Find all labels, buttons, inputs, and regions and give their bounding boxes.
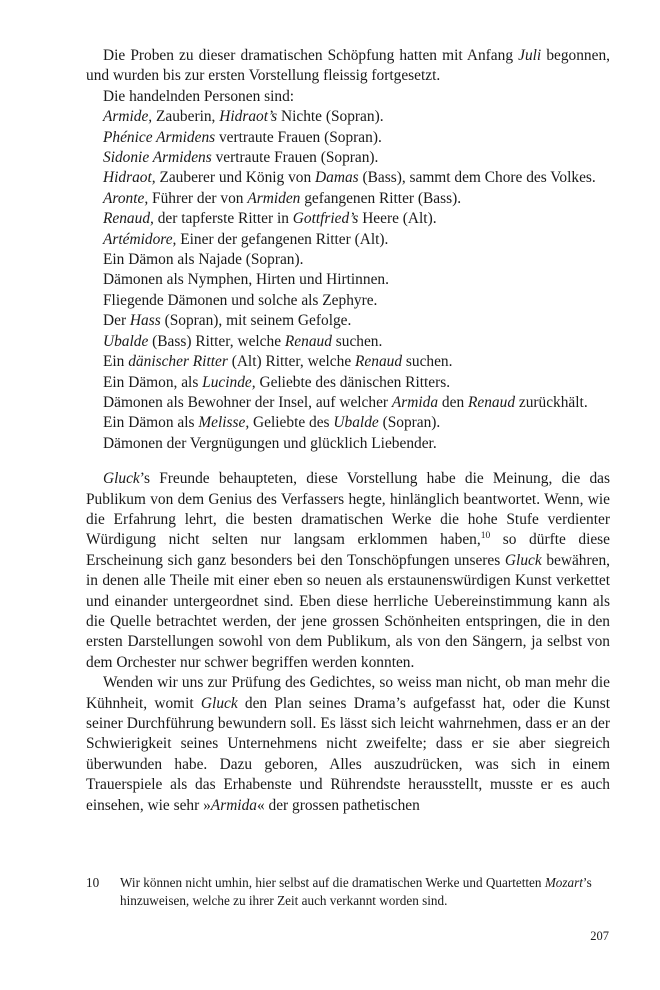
- footnote-text: [120, 874, 610, 910]
- text-run: vertraute Frauen (Sopran).: [215, 128, 382, 146]
- cast-list: [86, 107, 610, 454]
- cast-entry: [86, 128, 610, 148]
- italic-text: Ubalde: [103, 332, 149, 350]
- text-run: den: [438, 393, 468, 411]
- italic-text: Armiden: [247, 189, 301, 207]
- text-run: Die Proben zu dieser dramatischen Schöpfung hatten mit Anfang: [103, 47, 519, 64]
- footnote-ref: 10: [480, 531, 491, 542]
- cast-entry: [86, 332, 610, 352]
- italic-text: Mozart: [544, 875, 583, 890]
- italic-text: Aronte,: [103, 189, 149, 207]
- body-paragraph-1: [86, 469, 610, 673]
- text-run: Ein Dämon als: [103, 414, 199, 432]
- cast-entry: [86, 352, 610, 372]
- page-number: 207: [590, 929, 609, 943]
- footnote-number: 10: [86, 875, 100, 890]
- text-run: Zauberin,: [152, 108, 220, 126]
- text-run: gefangenen Ritter (Bass).: [300, 189, 462, 207]
- italic-text: Armida: [391, 393, 439, 411]
- italic-text: Renaud: [284, 332, 332, 350]
- italic-text: Melisse,: [198, 414, 250, 432]
- text-run: vertraute Frauen (Sopran).: [211, 149, 379, 167]
- text-run: Dämonen der Vergnügungen und glücklich Liebender.: [103, 434, 437, 452]
- cast-entry: [86, 270, 610, 290]
- text-run: (Sopran), mit seinem Gefolge.: [160, 312, 352, 330]
- cast-entry: [86, 209, 610, 229]
- footnote: [86, 874, 610, 910]
- text-run: zurückhält.: [515, 393, 588, 411]
- cast-entry: [86, 291, 610, 311]
- italic-text: Hidraot,: [103, 169, 156, 187]
- italic-text: Lucinde,: [202, 373, 256, 391]
- text-run: der tapferste Ritter in: [153, 210, 293, 228]
- italic-text: Gluck: [103, 470, 140, 488]
- text-run: bewähren, in denen alle Theile mit einer eben so neuen als erstaunenswürdigen Kunst verkettet und einander untergeordnet sind. Eben diese herrliche Uebereinstimmung kann als die Quelle betrachtet werden, der jene grossen Schönheiten entspringen, die in den ersten Darstellungen sowohl von dem Publikum, als von den Sängern, ja selbst von dem Orchester nur schwer begriffen werden konnten.: [86, 551, 611, 671]
- cast-entry: [86, 107, 610, 127]
- italic-text: Gottfried’s: [292, 210, 359, 228]
- text-run: Geliebte des: [249, 414, 334, 432]
- italic-text: Hidraot’s: [219, 108, 278, 126]
- text-run: so dürfte diese Erscheinung sich ganz besonders bei den Tonschöpfungen unseres: [86, 531, 610, 569]
- cast-entry: [86, 311, 610, 331]
- text-run: (Bass), sammt dem Chore des Volkes.: [358, 169, 596, 187]
- italic-text: Gluck: [200, 694, 238, 712]
- text-run: (Bass) Ritter, welche: [148, 332, 285, 350]
- text-run: Wir können nicht umhin, hier selbst auf die dramatischen Werke und Quartetten: [120, 875, 545, 890]
- text-run: Führer der von: [148, 189, 248, 207]
- italic-text: Renaud,: [103, 210, 154, 228]
- italic-text: Sidonie Armidens: [103, 149, 212, 167]
- text-run: suchen.: [331, 332, 383, 350]
- text-run: Dämonen als Bewohner der Insel, auf welcher: [103, 393, 392, 411]
- text-run: « der grossen pathetischen: [256, 796, 420, 814]
- text-run: ’s Freunde behaupteten, diese Vorstellung habe die Meinung, die das Publikum von dem Genius des Verfassers hegte, hinlänglich beantwortet. Wenn, wie die Erfahrung lehrt, die besten dramatischen Werke die hohe Stufe verdienter Würdigung nicht selten nur langsam erklommen haben,: [86, 470, 610, 549]
- text-run: ’s hinzuweisen, welche zu ihrer Zeit auch verkannt worden sind.: [120, 875, 592, 908]
- section-gap: [86, 454, 610, 469]
- cast-entry: [86, 434, 610, 454]
- cast-entry: [86, 393, 610, 413]
- text-run: Wenden wir uns zur Prüfung des Gedichtes, so weiss man nicht, ob man mehr die Kühnheit, womit: [86, 674, 610, 712]
- intro-paragraph: [86, 46, 610, 87]
- italic-text: Armida: [210, 796, 257, 814]
- text-run: Geliebte des dänischen Ritters.: [255, 373, 451, 391]
- text-run: (Sopran).: [378, 414, 441, 432]
- body-paragraph-2: [86, 673, 610, 816]
- italic-text: Juli: [518, 47, 542, 64]
- italic-text: Ubalde: [333, 414, 379, 432]
- cast-heading: Die handelnden Personen sind:: [103, 87, 295, 105]
- italic-text: Phénice Armidens: [103, 128, 216, 146]
- italic-text: Hass: [129, 312, 161, 330]
- italic-text: Damas: [315, 169, 359, 187]
- text-run: Fliegende Dämonen und solche als Zephyre.: [103, 291, 378, 309]
- text-run: begonnen, und wurden bis zur ersten Vorstellung fleissig fortgesetzt.: [86, 47, 610, 85]
- italic-text: dänischer Ritter: [128, 353, 228, 371]
- cast-entry: [86, 168, 610, 188]
- text-run: Ein Dämon, als: [103, 373, 203, 391]
- cast-entry: [86, 373, 610, 393]
- italic-text: Gluck: [504, 551, 542, 569]
- cast-entry: [86, 148, 610, 168]
- text-run: Heere (Alt).: [358, 210, 437, 228]
- text-run: Zauberer und König von: [155, 169, 316, 187]
- text-run: Der: [103, 312, 130, 330]
- italic-text: Armide,: [103, 108, 153, 126]
- cast-entry: [86, 413, 610, 433]
- italic-text: Renaud: [355, 353, 403, 371]
- italic-text: Artémidore,: [103, 230, 177, 248]
- cast-entry: [86, 250, 610, 270]
- main-text: [86, 46, 610, 816]
- cast-entry: [86, 189, 610, 209]
- text-run: (Alt) Ritter, welche: [227, 353, 356, 371]
- italic-text: Renaud: [468, 393, 516, 411]
- text-run: Ein: [103, 353, 129, 371]
- text-run: Nichte (Sopran).: [277, 108, 384, 126]
- text-run: Einer der gefangenen Ritter (Alt).: [176, 230, 389, 248]
- cast-entry: [86, 230, 610, 250]
- text-run: Ein Dämon als Najade (Sopran).: [103, 251, 304, 269]
- text-run: den Plan seines Drama’s aufgefasst hat, oder die Kunst seiner Durchführung bewundern soll. Es lässt sich leicht wahrnehmen, dass er an der Schwierigkeit seines Unternehmens nicht zweifelte; dass er sie aber siegreich überwunden habe. Dazu geboren, Alles auszudrücken, was sich in einem Trauerspiele als das Erhabenste und Rührendste herausstellt, musste er es auch einsehen, wie sehr »: [86, 694, 610, 814]
- text-run: Dämonen als Nymphen, Hirten und Hirtinnen.: [103, 271, 389, 289]
- text-run: suchen.: [402, 353, 453, 371]
